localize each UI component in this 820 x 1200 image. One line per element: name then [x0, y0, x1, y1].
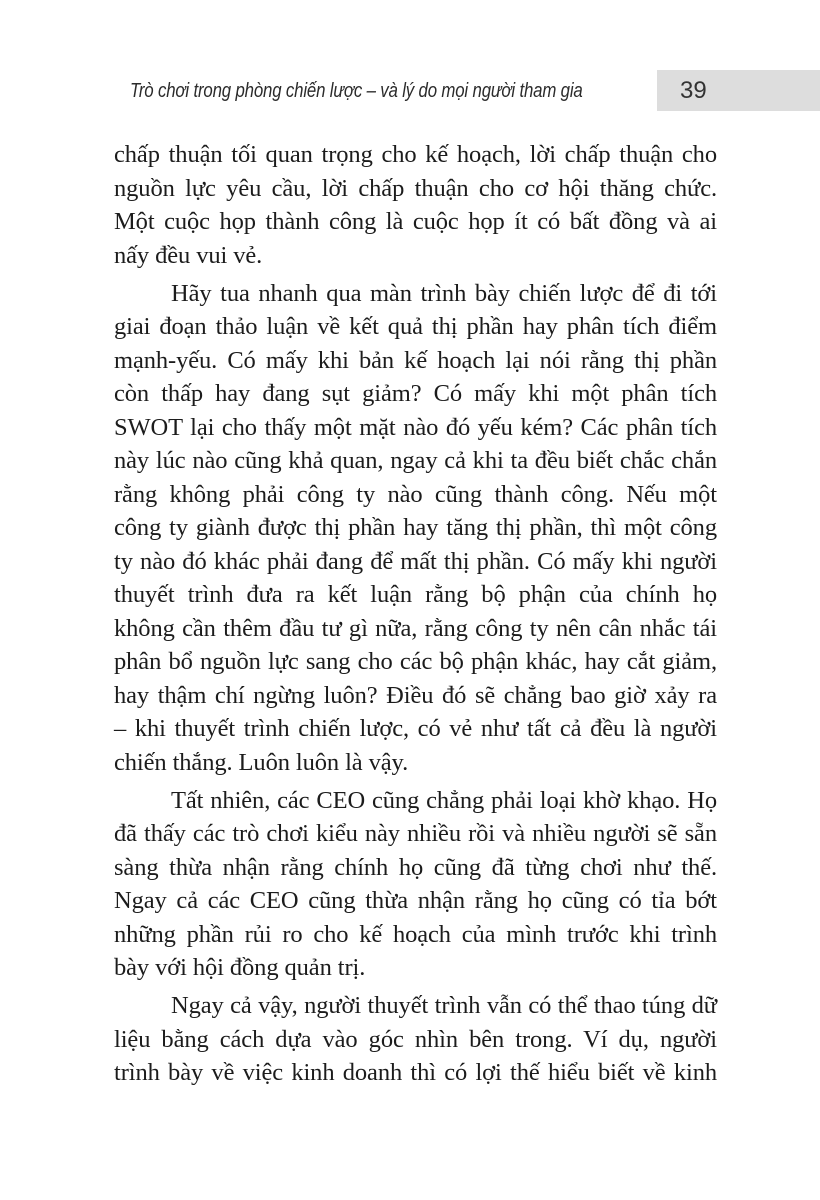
text-line: chấp thuận tối quan trọng cho kế hoạch, lời chấp thuận cho	[114, 141, 717, 168]
text-line: còn thấp hay đang sụt giảm? Có mấy khi một phân tích	[114, 380, 717, 407]
text-line: công ty giành được thị phần hay tăng thị phần, thì một công	[114, 514, 717, 541]
text-line: – khi thuyết trình chiến lược, có vẻ như tất cả đều là người	[114, 715, 717, 742]
text-line: nguồn lực yêu cầu, lời chấp thuận cho cơ hội thăng chức.	[114, 174, 717, 202]
text-line: bày với hội đồng quản trị.	[114, 954, 366, 981]
text-line: thuyết trình đưa ra kết luận rằng bộ phận của chính họ	[114, 581, 717, 608]
text-line: hay thậm chí ngừng luôn? Điều đó sẽ chẳng bao giờ xảy ra	[114, 681, 717, 709]
text-line: SWOT lại cho thấy một mặt nào đó yếu kém? Các phân tích	[114, 413, 717, 441]
running-header-title: Trò chơi trong phòng chiến lược – và lý do mọi người tham gia	[130, 79, 583, 102]
body-text	[114, 138, 717, 1090]
text-line: Hãy tua nhanh qua màn trình bày chiến lược để đi tới	[171, 279, 717, 307]
text-line: mạnh-yếu. Có mấy khi bản kế hoạch lại nói rằng thị phần	[114, 346, 717, 374]
paragraph	[114, 138, 717, 272]
text-line: giai đoạn thảo luận về kết quả thị phần hay phân tích điểm	[114, 313, 717, 340]
text-line: những phần rủi ro cho kế hoạch của mình trước khi trình	[114, 920, 717, 948]
paragraph	[114, 277, 717, 780]
page-number-box	[657, 70, 820, 111]
text-line: không cần thêm đầu tư gì nữa, rằng công ty nên cân nhắc tái	[114, 614, 717, 642]
text-line: ty nào đó khác phải đang để mất thị phần. Có mấy khi người	[114, 547, 717, 575]
text-line: rằng không phải công ty nào cũng thành công. Nếu một	[114, 480, 717, 508]
text-line: Một cuộc họp thành công là cuộc họp ít có bất đồng và ai	[114, 208, 717, 235]
text-line: Ngay cả các CEO cũng thừa nhận rằng họ cũng có tỉa bớt	[114, 887, 717, 914]
text-line: sàng thừa nhận rằng chính họ cũng đã từng chơi như thế.	[114, 853, 717, 881]
text-line: đã thấy các trò chơi kiểu này nhiều rồi và nhiều người sẽ sẵn	[114, 820, 717, 847]
text-line: nấy đều vui vẻ.	[114, 241, 263, 269]
text-line: phân bổ nguồn lực sang cho các bộ phận khác, hay cắt giảm,	[114, 648, 717, 675]
paragraph	[114, 989, 717, 1090]
page-number: 39	[680, 77, 707, 104]
text-line: trình bày về việc kinh doanh thì có lợi thế hiểu biết về kinh	[114, 1059, 717, 1086]
text-line: này lúc nào cũng khả quan, ngay cả khi ta đều biết chắc chắn	[114, 447, 717, 474]
text-line: chiến thắng. Luôn luôn là vậy.	[114, 748, 409, 776]
text-line: liệu bằng cách dựa vào góc nhìn bên trong. Ví dụ, người	[114, 1025, 717, 1053]
text-line: Tất nhiên, các CEO cũng chẳng phải loại khờ khạo. Họ	[171, 786, 717, 814]
running-header	[0, 70, 820, 111]
text-line: Ngay cả vậy, người thuyết trình vẫn có thể thao túng dữ	[171, 992, 717, 1019]
paragraph	[114, 784, 717, 985]
